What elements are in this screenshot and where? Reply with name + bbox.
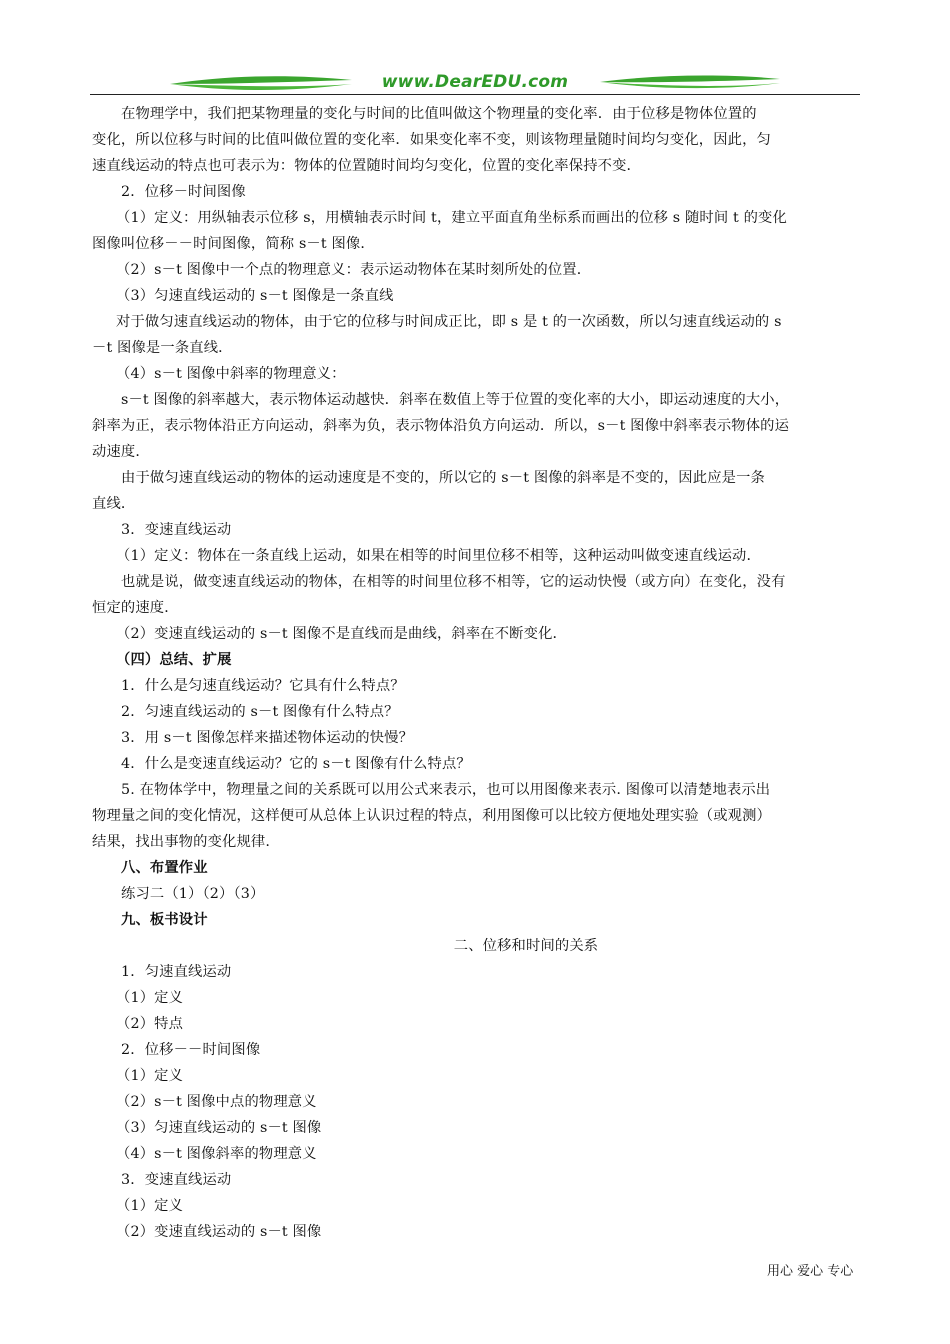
text-line: －t 图像是一条直线． bbox=[92, 340, 233, 356]
text-line: 5. 在物体学中，物理量之间的关系既可以用公式来表示，也可以用图像来表示. 图像可以清楚地表示出 bbox=[121, 782, 771, 798]
text-line: 3．变速直线运动 bbox=[121, 522, 232, 538]
text-line: 4．什么是变速直线运动？它的 s－t 图像有什么特点？ bbox=[121, 756, 471, 772]
text-line: （4）s－t 图像斜率的物理意义 bbox=[116, 1146, 317, 1162]
text-line: 1．什么是匀速直线运动？它具有什么特点？ bbox=[121, 678, 405, 694]
footer-slogan: 用心 爱心 专心 bbox=[767, 1264, 854, 1279]
text-line: 对于做匀速直线运动的物体，由于它的位移与时间成正比，即 s 是 t 的一次函数，所以匀速直线运动的 s bbox=[116, 314, 782, 330]
text-line: （2）变速直线运动的 s－t 图像 bbox=[116, 1224, 322, 1240]
text-line: （1）定义 bbox=[116, 990, 184, 1006]
text-line: （2）变速直线运动的 s－t 图像不是直线而是曲线，斜率在不断变化． bbox=[116, 626, 567, 642]
text-line: 变化，所以位移与时间的比值叫做位置的变化率．如果变化率不变，则该物理量随时间均匀变化，因此，匀 bbox=[92, 132, 771, 148]
text-line: （4）s－t 图像中斜率的物理意义： bbox=[116, 366, 346, 382]
site-brand-logo: www.DearEDU.com bbox=[381, 72, 569, 92]
text-line: （1）定义：用纵轴表示位移 s，用横轴表示时间 t，建立平面直角坐标系而画出的位移 s 随时间 t 的变化 bbox=[116, 210, 787, 226]
text-line: 八、布置作业 bbox=[121, 860, 208, 876]
text-line: 二、位移和时间的关系 bbox=[453, 938, 599, 954]
text-line: （2）s－t 图像中一个点的物理意义：表示运动物体在某时刻所处的位置． bbox=[116, 262, 592, 278]
text-line: 结果，找出事物的变化规律. bbox=[92, 834, 271, 850]
text-line: （四）总结、扩展 bbox=[116, 652, 232, 668]
text-line: 由于做匀速直线运动的物体的运动速度是不变的，所以它的 s－t 图像的斜率是不变的，因此应是一条 bbox=[121, 470, 765, 486]
text-line: 2．位移－时间图像 bbox=[121, 184, 246, 200]
text-line: （2）s－t 图像中点的物理意义 bbox=[116, 1094, 317, 1110]
text-line: 在物理学中，我们把某物理量的变化与时间的比值叫做这个物理量的变化率．由于位移是物体位置的 bbox=[121, 106, 757, 122]
text-line: 2．位移－－时间图像 bbox=[121, 1042, 261, 1058]
text-line: 3．用 s－t 图像怎样来描述物体运动的快慢？ bbox=[121, 730, 414, 746]
text-line: 斜率为正，表示物体沿正方向运动，斜率为负，表示物体沿负方向运动．所以，s－t 图像中斜率表示物体的运 bbox=[92, 418, 790, 434]
text-line: （1）定义：物体在一条直线上运动，如果在相等的时间里位移不相等，这种运动叫做变速直线运动． bbox=[116, 548, 761, 564]
text-line: 练习二（1）（2）（3） bbox=[121, 886, 265, 902]
text-line: （1）定义 bbox=[116, 1198, 184, 1214]
text-line: 九、板书设计 bbox=[121, 912, 208, 928]
text-line: 恒定的速度． bbox=[92, 600, 179, 616]
text-line: s－t 图像的斜率越大，表示物体运动越快．斜率在数值上等于位置的变化率的大小，即运动速度的大小， bbox=[121, 392, 790, 408]
document-body bbox=[92, 101, 860, 1245]
text-line: 直线． bbox=[92, 496, 136, 512]
text-line: （3）匀速直线运动的 s－t 图像是一条直线 bbox=[116, 288, 394, 304]
text-line: 2．匀速直线运动的 s－t 图像有什么特点？ bbox=[121, 704, 399, 720]
text-line: 也就是说，做变速直线运动的物体，在相等的时间里位移不相等，它的运动快慢（或方向）在变化，没有 bbox=[121, 574, 786, 590]
text-line: 3．变速直线运动 bbox=[121, 1172, 232, 1188]
text-line: 物理量之间的变化情况，这样便可从总体上认识过程的特点，利用图像可以比较方便地处理实验（或观测） bbox=[92, 808, 771, 824]
text-line: 1．匀速直线运动 bbox=[121, 964, 232, 980]
text-line: 速直线运动的特点也可表示为：物体的位置随时间均匀变化，位置的变化率保持不变． bbox=[92, 158, 641, 174]
text-line: （3）匀速直线运动的 s－t 图像 bbox=[116, 1120, 322, 1136]
text-line: 图像叫位移－－时间图像，简称 s－t 图像． bbox=[92, 236, 375, 252]
text-line: 动速度． bbox=[92, 444, 150, 460]
page-header bbox=[90, 70, 860, 100]
text-line: （2）特点 bbox=[116, 1016, 184, 1032]
text-line: （1）定义 bbox=[116, 1068, 184, 1084]
header-divider bbox=[90, 94, 860, 95]
